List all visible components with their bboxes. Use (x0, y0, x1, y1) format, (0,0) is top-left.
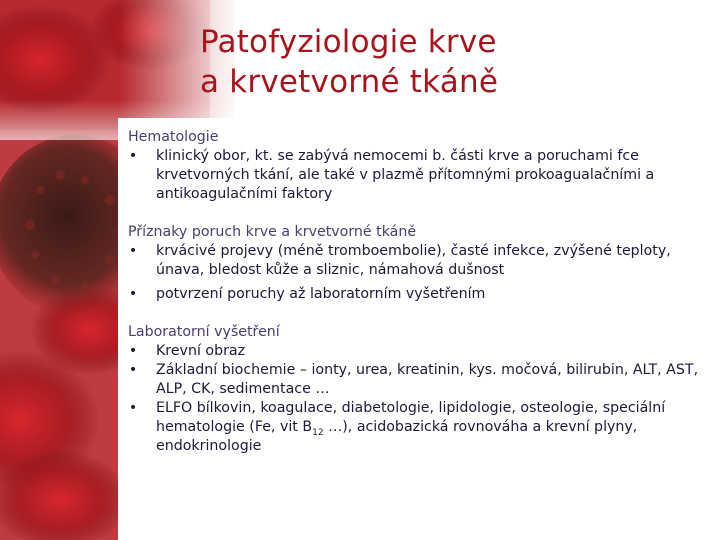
bullet-item (128, 361, 708, 399)
section-hematologie (128, 128, 708, 204)
title-line-1: Patofyziologie krve (200, 24, 497, 60)
subscript-12: 12 (312, 427, 324, 438)
bullet-text: krvácivé projevy (méně tromboembolie), časté infekce, zvýšené teploty, únava, bledost kůže a sliznic, námahová dušnost (156, 243, 671, 278)
bullet-glyph: • (128, 286, 138, 302)
bullet-glyph: • (128, 362, 138, 378)
section-heading: Hematologie (128, 129, 219, 145)
bullet-glyph: • (128, 343, 138, 359)
slide-title (200, 22, 660, 102)
bullet-glyph: • (128, 400, 138, 416)
bullet-item (128, 147, 708, 204)
bullet-text: Krevní obraz (156, 343, 246, 359)
section-laboratorni (128, 323, 708, 456)
bullet-text: Základní biochemie – ionty, urea, kreatinin, kys. močová, bilirubin, ALT, AST, ALP, CK, sedimentace … (156, 362, 699, 397)
bullet-item (128, 399, 708, 456)
bullet-item (128, 242, 708, 280)
title-line-2: a krvetvorné tkáně (200, 64, 499, 100)
bullet-text: potvrzení poruchy až laboratorním vyšetřením (156, 286, 486, 302)
bullet-item (128, 285, 708, 304)
bullet-text-part: …), acidobazická rovnováha a krevní plyny, endokrinologie (156, 419, 638, 454)
bullet-glyph: • (128, 243, 138, 259)
section-heading: Příznaky poruch krve a krvetvorné tkáně (128, 224, 417, 240)
slide-content (128, 128, 708, 475)
bullet-text: klinický obor, kt. se zabývá nemocemi b. části krve a poruchami fce krvetvorných tkání, ale také v plazmě přítomnými prokoagualačními a antikoagulačními faktory (156, 148, 655, 202)
bullet-glyph: • (128, 148, 138, 164)
section-heading: Laboratorní vyšetření (128, 324, 280, 340)
bullet-item (128, 342, 708, 361)
bullet-text (156, 400, 665, 454)
section-priznaky (128, 223, 708, 304)
bullet-text-part: ELFO bílkovin, koagulace, diabetologie, lipidologie, osteologie, speciální hematologie (Fe, vit B (156, 400, 666, 435)
